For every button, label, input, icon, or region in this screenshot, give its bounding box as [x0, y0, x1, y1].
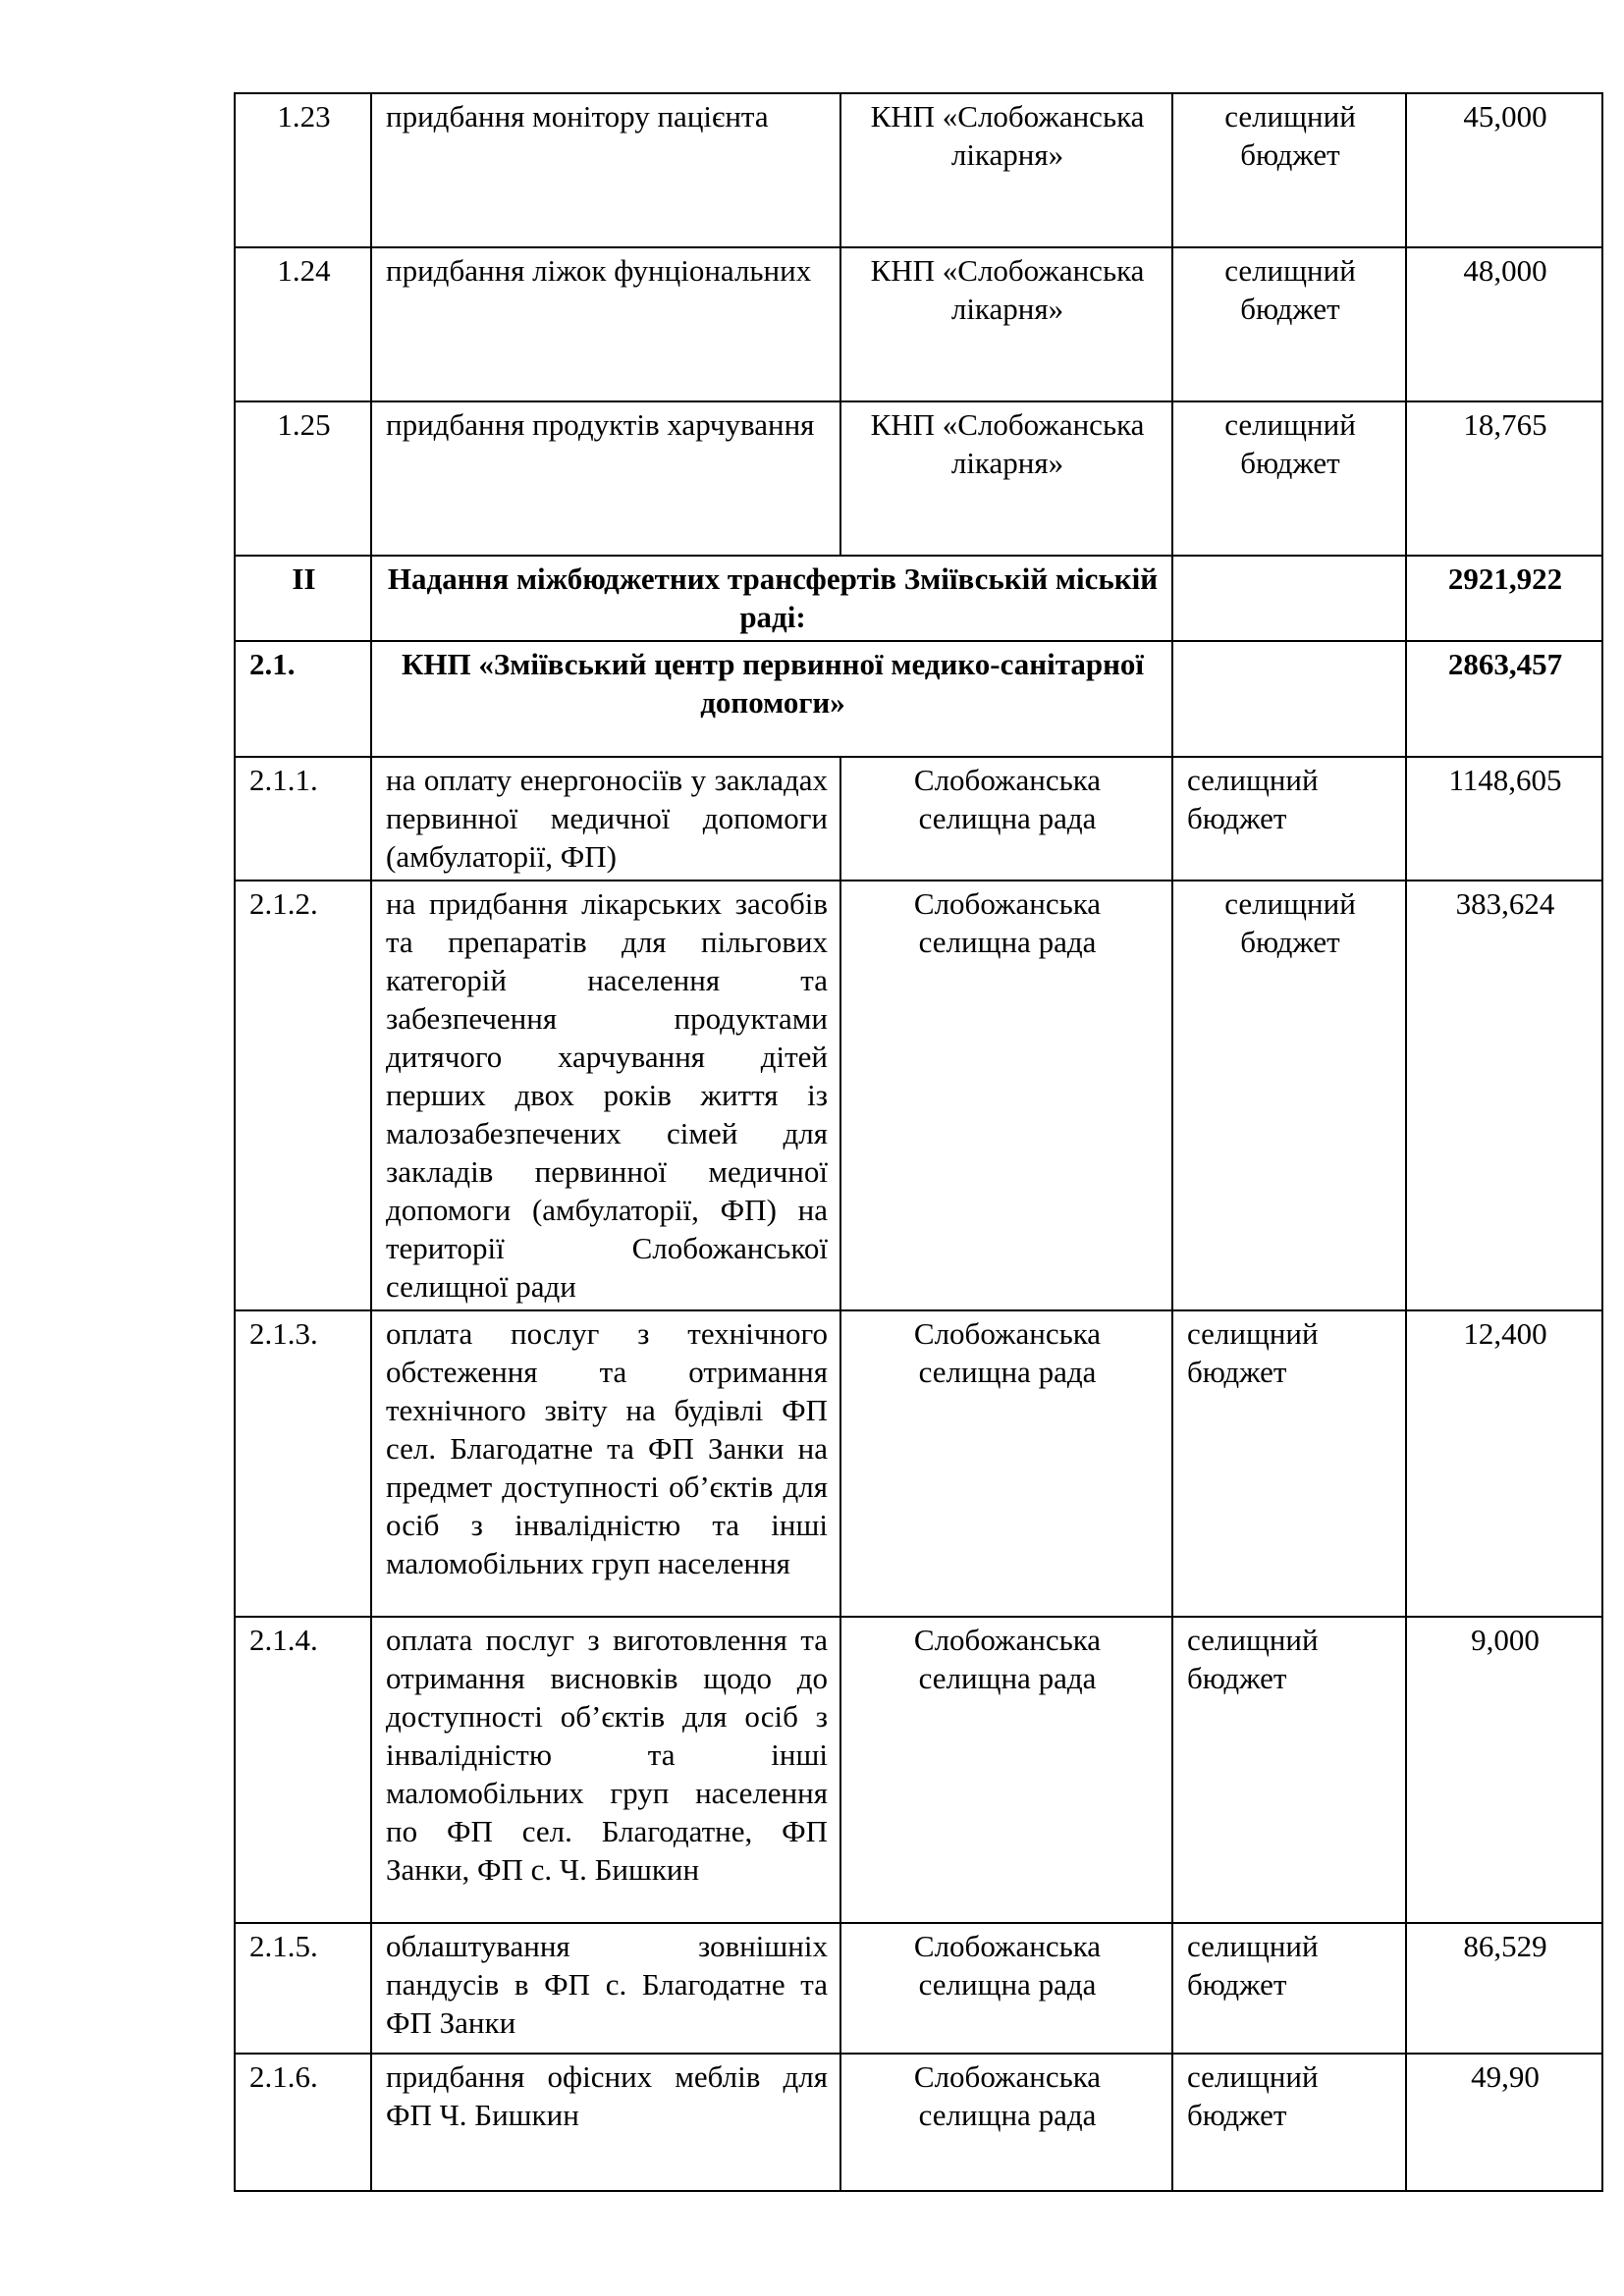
subsection-empty-cell — [1172, 641, 1406, 757]
subsection-amount: 2863,457 — [1406, 641, 1602, 757]
section-amount: 2921,922 — [1406, 556, 1602, 641]
row-number: 2.1.4. — [235, 1617, 371, 1923]
row-executor: КНП «Слобожанська лікарня» — [840, 93, 1172, 247]
row-executor: КНП «Слобожанська лікарня» — [840, 401, 1172, 556]
row-amount: 48,000 — [1406, 247, 1602, 401]
subsection-row — [235, 641, 1602, 757]
row-description: на оплату енергоносіїв у закладах первинної медичної допомоги (амбулаторії, ФП) — [371, 757, 840, 881]
row-description: облаштування зовнішніх пандусів в ФП с. Благодатне та ФП Занки — [371, 1923, 840, 2054]
row-description: оплата послуг з виготовлення та отримання висновків щодо до доступності об’єктів для осіб з інвалідністю та інші маломобільних груп населення по ФП сел. Благодатне, ФП Занки, ФП с. Ч. Бишкин — [371, 1617, 840, 1923]
row-executor: Слобожанська селищна рада — [840, 1310, 1172, 1617]
section-empty-cell — [1172, 556, 1406, 641]
row-description: придбання офісних меблів для ФП Ч. Бишкин — [371, 2054, 840, 2191]
row-executor: КНП «Слобожанська лікарня» — [840, 247, 1172, 401]
row-funding-source: селищний бюджет — [1172, 1310, 1406, 1617]
section-title: Надання міжбюджетних трансфертів Зміївській міській раді: — [371, 556, 1172, 641]
row-amount: 18,765 — [1406, 401, 1602, 556]
row-amount: 1148,605 — [1406, 757, 1602, 881]
row-number: 1.24 — [235, 247, 371, 401]
row-number: 1.23 — [235, 93, 371, 247]
row-description: придбання ліжок фунціональних — [371, 247, 840, 401]
row-amount: 12,400 — [1406, 1310, 1602, 1617]
row-number: 2.1.6. — [235, 2054, 371, 2191]
row-funding-source: селищний бюджет — [1172, 2054, 1406, 2191]
row-executor: Слобожанська селищна рада — [840, 881, 1172, 1310]
row-amount: 49,90 — [1406, 2054, 1602, 2191]
row-description: оплата послуг з технічного обстеження та отримання технічного звіту на будівлі ФП сел. Благодатне та ФП Занки на предмет доступності об’єктів для осіб з інвалідністю та інші маломобільних груп населення — [371, 1310, 840, 1617]
subsection-number: 2.1. — [235, 641, 371, 757]
table-row — [235, 93, 1602, 247]
row-number: 2.1.5. — [235, 1923, 371, 2054]
row-funding-source: селищний бюджет — [1172, 757, 1406, 881]
row-amount: 45,000 — [1406, 93, 1602, 247]
row-description: придбання монітору пацієнта — [371, 93, 840, 247]
row-funding-source: селищний бюджет — [1172, 247, 1406, 401]
table-row — [235, 1923, 1602, 2054]
row-amount: 9,000 — [1406, 1617, 1602, 1923]
row-number: 2.1.1. — [235, 757, 371, 881]
table-row — [235, 757, 1602, 881]
row-funding-source: селищний бюджет — [1172, 401, 1406, 556]
row-number: 2.1.2. — [235, 881, 371, 1310]
row-executor: Слобожанська селищна рада — [840, 2054, 1172, 2191]
row-funding-source: селищний бюджет — [1172, 1923, 1406, 2054]
row-executor: Слобожанська селищна рада — [840, 1617, 1172, 1923]
row-description: на придбання лікарських засобів та препаратів для пільгових категорій населення та забезпечення продуктами дитячого харчування дітей перших двох років життя із малозабезпечених сімей для закладів первинної медичної допомоги (амбулаторії, ФП) на території Слобожанської селищної ради — [371, 881, 840, 1310]
row-funding-source: селищний бюджет — [1172, 881, 1406, 1310]
section-number: II — [235, 556, 371, 641]
table-row — [235, 1617, 1602, 1923]
row-number: 2.1.3. — [235, 1310, 371, 1617]
budget-table — [234, 92, 1603, 2192]
row-amount: 383,624 — [1406, 881, 1602, 1310]
table-row — [235, 247, 1602, 401]
table-row — [235, 1310, 1602, 1617]
row-executor: Слобожанська селищна рада — [840, 757, 1172, 881]
row-amount: 86,529 — [1406, 1923, 1602, 2054]
row-description: придбання продуктів харчування — [371, 401, 840, 556]
table-row — [235, 881, 1602, 1310]
row-funding-source: селищний бюджет — [1172, 93, 1406, 247]
table-row — [235, 401, 1602, 556]
subsection-title: КНП «Зміївський центр первинної медико-санітарної допомоги» — [371, 641, 1172, 757]
row-executor: Слобожанська селищна рада — [840, 1923, 1172, 2054]
row-number: 1.25 — [235, 401, 371, 556]
section-row — [235, 556, 1602, 641]
table-row — [235, 2054, 1602, 2191]
row-funding-source: селищний бюджет — [1172, 1617, 1406, 1923]
